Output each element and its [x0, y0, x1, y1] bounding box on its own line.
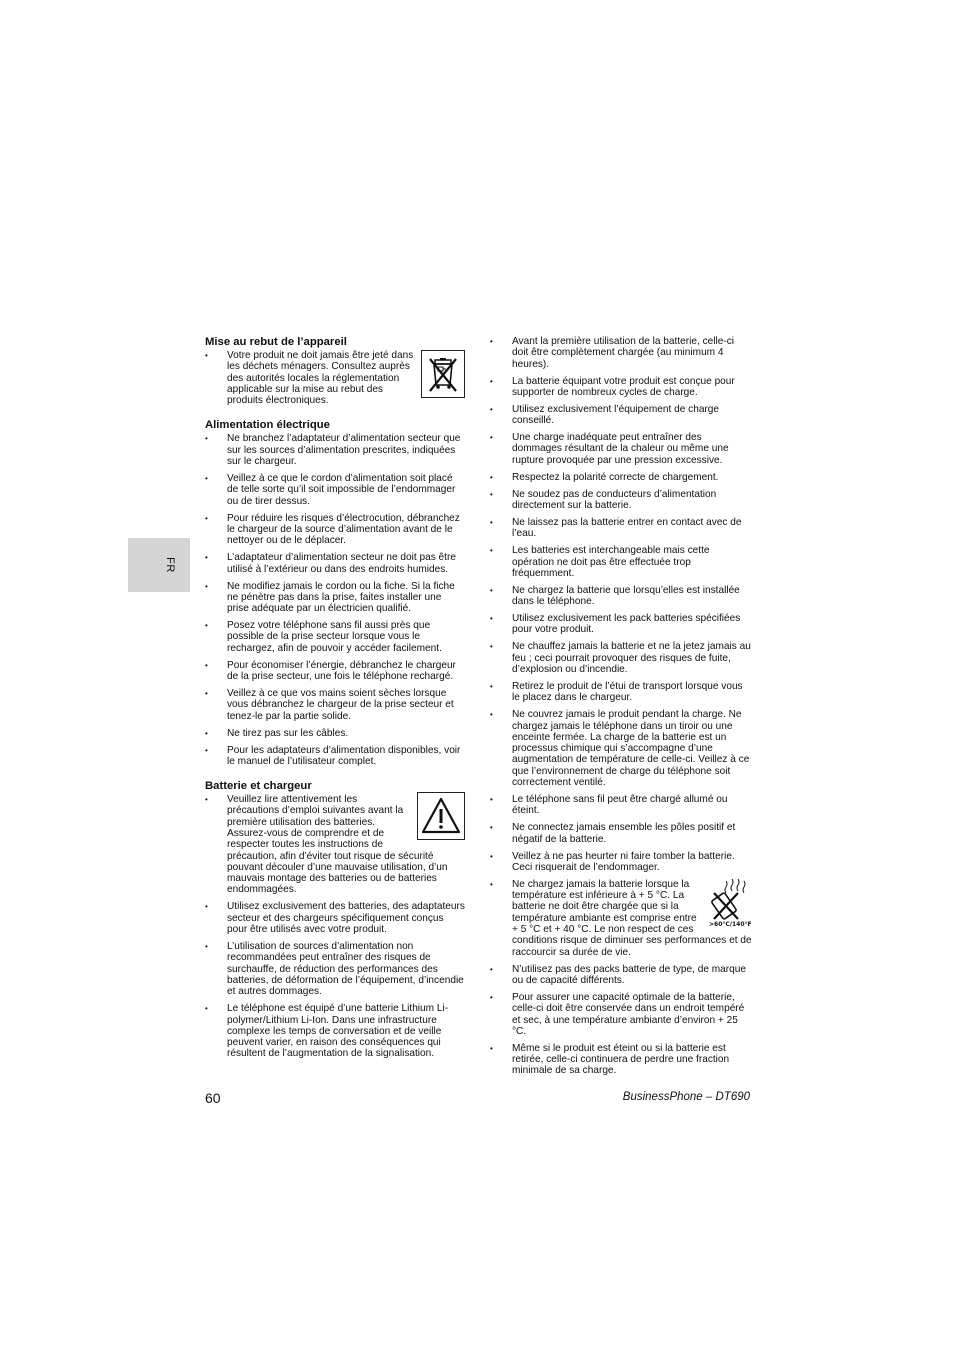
- list-item: • Ne laissez pas la batterie entrer en contact avec de l’eau.: [490, 517, 752, 540]
- list-item: • Avant la première utilisation de la batterie, celle-ci doit être complètement chargée (au minimum 4 heures).: [490, 336, 752, 370]
- section-title: Mise au rebut de l’appareil: [205, 336, 347, 348]
- list-item: • Ne branchez l’adaptateur d’alimentation secteur que sur les sources d’alimentation prescrites, indiquées sur le chargeur.: [205, 433, 465, 467]
- list-item: • Ne chargez la batterie que lorsqu’elles est installée dans le téléphone.: [490, 585, 752, 608]
- list-item: • Pour les adaptateurs d’alimentation disponibles, voir le manuel de l’utilisateur complet.: [205, 745, 465, 768]
- section-title: Alimentation électrique: [205, 419, 330, 432]
- list-item: • Les batteries est interchangeable mais cette opération ne doit pas être effectuée trop fréquemment.: [490, 545, 752, 579]
- list-item: • N’utilisez pas des packs batterie de type, de marque ou de capacité différents.: [490, 964, 752, 987]
- list-item: • Pour assurer une capacité optimale de la batterie, celle-ci doit être conservée dans un endroit tempéré et sec, à une température ambiante d’environ + 25 °C.: [490, 992, 752, 1037]
- list-item: • Veillez à ce que vos mains soient sèches lorsque vous débranchez le chargeur de la prise secteur et tenez-le par la partie solide.: [205, 688, 465, 722]
- list-item: • Ne soudez pas de conducteurs d’alimentation directement sur la batterie.: [490, 489, 752, 512]
- section-title: Batterie et chargeur: [205, 780, 312, 793]
- list-item: • Même si le produit est éteint ou si la batterie est retirée, celle-ci continuera de perdre une fraction minimale de sa charge.: [490, 1043, 752, 1077]
- list-item: • Le téléphone est équipé d’une batterie Lithium Li-polymer/Lithium Li-Ion. Dans une infrastructure complexe les temps de conversation et de veille peuvent varier, en raison des conséquences qui résultent de l’augmentation de la signalisation.: [205, 1003, 465, 1059]
- list-item: • L’utilisation de sources d’alimentation non recommandées peut entraîner des risques de surchauffe, de réduction des performances des batteries, de déformation de l’équipement, d’incendie et autres dommages.: [205, 941, 465, 997]
- list-item: • Ne modifiez jamais le cordon ou la fiche. Si la fiche ne pénètre pas dans la prise, faites installer une prise adéquate par un électricien qualifié.: [205, 581, 465, 615]
- list-item: • Ne connectez jamais ensemble les pôles positif et négatif de la batterie.: [490, 822, 752, 845]
- right-column: [490, 336, 752, 1082]
- language-tab: [128, 538, 190, 592]
- list-item: • Ne chauffez jamais la batterie et ne la jetez jamais au feu ; ceci pourrait provoquer des risques de fuite, d’explosion ou d’incendie.: [490, 641, 752, 675]
- list-item: • Veuillez lire attentivement les précautions d’emploi suivantes avant la première utilisation des batteries. Assurez-vous de comprendre et de respecter toutes les instructions de précaution, afin d’éviter tout risque de sécurité pouvant découler d’une mauvaise utilisation, d’un mauvais montage des batteries ou de batteries endommagées.: [205, 794, 465, 896]
- product-model: BusinessPhone – DT690: [622, 1091, 750, 1103]
- list-item: • Le téléphone sans fil peut être chargé allumé ou éteint.: [490, 794, 752, 817]
- list-item: • Retirez le produit de l’étui de transport lorsque vous le placez dans le chargeur.: [490, 681, 752, 704]
- list-item: • Pour réduire les risques d’électrocution, débranchez le chargeur de la source d’alimentation avant de le nettoyer ou de le déplacer.: [205, 513, 465, 547]
- list-item: • Posez votre téléphone sans fil aussi près que possible de la prise secteur lorsque vous le rechargez, afin de pouvoir y accéder facilement.: [205, 620, 465, 654]
- heat-warning-icon: [708, 877, 752, 927]
- list-item: • Veillez à ce que le cordon d’alimentation soit placé de telle sorte qu’il soit impossible de l’endommager ou de tirer dessus.: [205, 473, 465, 507]
- page-number: 60: [205, 1090, 221, 1106]
- list-item: • Utilisez exclusivement des batteries, des adaptateurs secteur et des chargeurs spécifiquement conçus pour être utilisés avec votre produit.: [205, 901, 465, 935]
- list-item: • Votre produit ne doit jamais être jeté dans les déchets ménagers. Consultez auprès des autorités locales la réglementation applicable sur la mise au rebut des produits électroniques.: [205, 350, 465, 406]
- section-battery-charger: [205, 780, 465, 1060]
- list-item-text: Ne chargez jamais la batterie lorsque la température est inférieure à + 5 °C. La batterie ne doit être chargée que si la température ambiante est comprise entre + 5 °C et + 40 °C. Le non respect de ces conditions risque de diminuer ses performances et de raccourcir sa durée de vie.: [512, 878, 752, 958]
- list-item: • Ne tirez pas sur les câbles.: [205, 728, 465, 739]
- list-item: • Respectez la polarité correcte de chargement.: [490, 472, 752, 483]
- section-disposal: [205, 336, 465, 406]
- list-item: • L’adaptateur d’alimentation secteur ne doit pas être utilisé à l’extérieur ou dans des endroits humides.: [205, 552, 465, 575]
- list-item: • Une charge inadéquate peut entraîner des dommages résultant de la chaleur ou même une rupture provoquée par une pression excessive.: [490, 432, 752, 466]
- list-item: • Veillez à ne pas heurter ni faire tomber la batterie. Ceci risquerait de l’endommager.: [490, 851, 752, 874]
- list-item: • La batterie équipant votre produit est conçue pour supporter de nombreux cycles de charge.: [490, 376, 752, 399]
- language-tab-label: FR: [164, 557, 176, 573]
- temperature-label: • >60°C/140°F: [709, 920, 752, 927]
- list-item: • Utilisez exclusivement les pack batteries spécifiées pour votre produit.: [490, 613, 752, 636]
- list-item-with-icon: [490, 879, 752, 958]
- list-item: • Utilisez exclusivement l’équipement de charge conseillé.: [490, 404, 752, 427]
- left-column: [205, 336, 465, 1073]
- list-item: • Pour économiser l’énergie, débranchez le chargeur de la prise secteur, une fois le téléphone rechargé.: [205, 660, 465, 683]
- list-item: • Ne couvrez jamais le produit pendant la charge. Ne chargez jamais le téléphone dans un tiroir ou une enceinte fermée. La charge de la batterie est un processus chimique qui s’accompagne d’une augmentation de température de celle-ci. Veillez à ce que l’environnement de charge du téléphone soit correctement ventilé.: [490, 709, 752, 788]
- section-power-supply: [205, 419, 465, 767]
